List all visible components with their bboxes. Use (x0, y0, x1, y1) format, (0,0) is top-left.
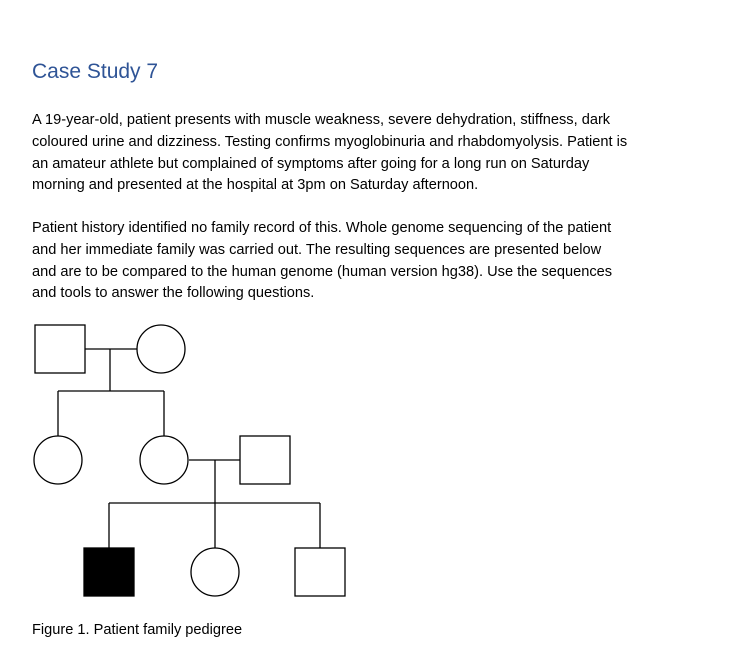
paragraph-line: and her immediate family was carried out. The resulting sequences are presented below (32, 241, 602, 258)
paragraph-line: and tools to answer the following questions. (32, 285, 315, 302)
paragraph-line: Patient history identified no family record of this. Whole genome sequencing of the patient (32, 220, 612, 236)
daughter-female-symbol (191, 548, 239, 596)
paragraph-line: and are to be compared to the human genome (human version hg38). Use the sequences (32, 263, 613, 280)
paragraph-line: an amateur athlete but complained of symptoms after going for a long run on Saturday (32, 155, 590, 172)
figure-caption: Figure 1. Patient family pedigree (32, 622, 243, 638)
father-male-symbol (240, 436, 290, 484)
aunt-female-symbol (34, 436, 82, 484)
mother-female-symbol (140, 436, 188, 484)
paragraph-line: morning and presented at the hospital at 3pm on Saturday afternoon. (32, 177, 479, 194)
grandfather-male-symbol (35, 325, 85, 373)
page-title: Case Study 7 (32, 60, 159, 83)
grandmother-female-symbol (137, 325, 185, 373)
paragraph-line: A 19-year-old, patient presents with muscle weakness, severe dehydration, stiffness, dark (32, 112, 611, 128)
affected-son-male-symbol (84, 548, 134, 596)
paragraph-line: coloured urine and dizziness. Testing confirms myoglobinuria and rhabdomyolysis. Patient is (32, 133, 628, 150)
son-male-symbol (295, 548, 345, 596)
